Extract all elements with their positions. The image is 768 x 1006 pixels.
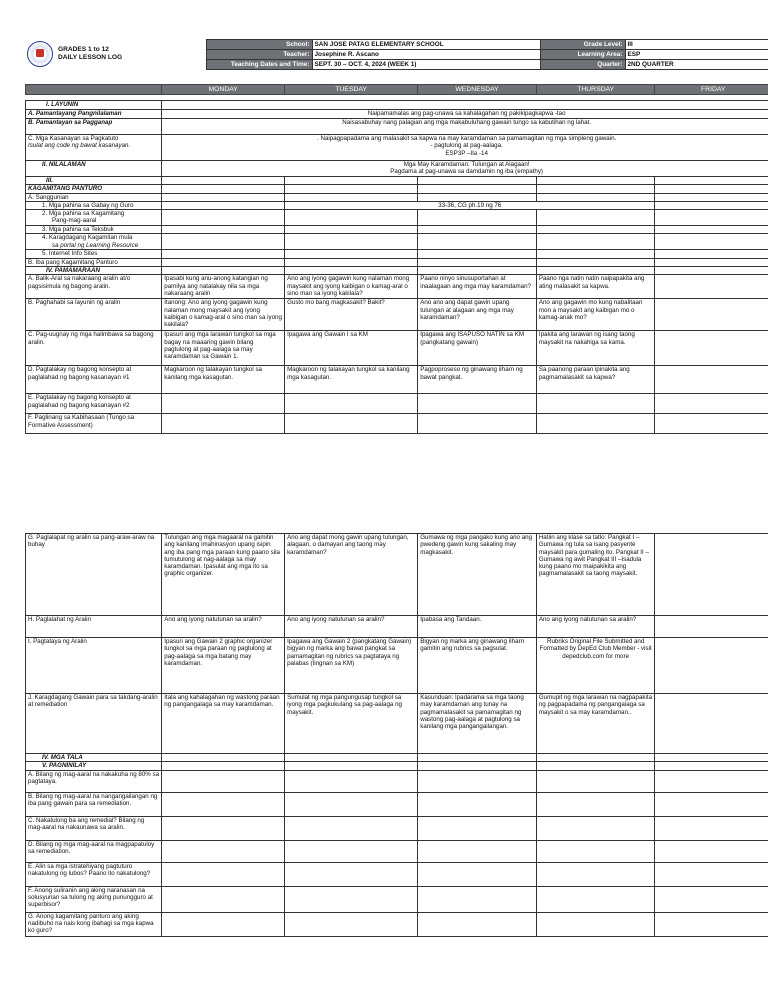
empty-cell	[162, 267, 285, 275]
empty-cell	[418, 185, 537, 193]
gabay-label: 1. Mga pahina sa Gabay ng Guro	[26, 201, 162, 209]
gabay-value: 33-36, CG ph.19 ng 76	[285, 201, 655, 209]
karagdagang-line2: sa portal ng Learning Resource	[52, 241, 139, 249]
empty-cell	[285, 754, 418, 762]
reflection-b-label: B. Bilang ng mag-aaral na nangangailangan ng iba pang gawain para sa remediation.	[26, 792, 162, 816]
empty-cell	[655, 862, 768, 886]
empty-cell	[655, 886, 768, 912]
dates-value: SEPT. 30 – OCT. 4, 2024 (WEEK 1)	[312, 60, 540, 70]
row-d-monday: Magkaroon ng talakayan tungkol sa kanilang mga kasagutan.	[162, 366, 285, 394]
row-h-tuesday: Ano ang iyong natutunan sa aralin?	[285, 616, 418, 638]
empty-cell	[536, 234, 655, 250]
school-label: School:	[206, 40, 312, 50]
empty-cell	[655, 250, 768, 258]
nilalaman-value-line2: Pagdama at pag-unawa sa damdamin ng iba (empathy)	[390, 168, 543, 176]
section-iii-label: III.	[26, 177, 162, 185]
empty-cell	[655, 234, 768, 250]
row-c-label: C. Pag-uugnay ng mga halimbawa sa bagong aralin.	[26, 331, 162, 366]
nilalaman-value	[162, 161, 768, 177]
row-f-tuesday	[285, 414, 418, 434]
day-wednesday: WEDNESDAY	[418, 85, 537, 95]
row-e-label: E. Pagtalakay ng bagong konsepto at paglalahad ng bagong kasanayan #2	[26, 394, 162, 414]
row-f-wednesday	[418, 414, 537, 434]
title-line-1: GRADES 1 to 12	[58, 45, 109, 53]
kasanayan-label-line1: C. Mga Kasanayan sa Pagkatuto	[28, 135, 119, 142]
row-j-wednesday: Kasunduan: Ipadarama sa mga taong may karamdaman ang tunay na pagmamalasakit sa pamamagitan ng wastong pag-aalaga at pagtulong sa kanilang mga pangangailangan.	[418, 694, 537, 754]
row-j-label: J. Karagdagang Gawain para sa takdang-aralin at remediation	[26, 694, 162, 754]
layunin-heading: I. LAYUNIN	[26, 101, 162, 110]
row-b-wednesday: Ano ano ang dapat gawin upang tulungan at alagaan ang mga may karamdaman?	[418, 299, 537, 331]
iba-pang-label: B. Iba pang Kagamitang Panturo	[26, 258, 162, 266]
area-label: Learning Area:	[540, 50, 625, 60]
row-d-label: D. Pagtalakay ng bagong konsepto at paglalahad ng bagong kasanayan #1	[26, 366, 162, 394]
row-h-wednesday: Ipabasa ang Tandaan.	[418, 616, 537, 638]
empty-cell	[536, 185, 655, 193]
row-a-friday	[655, 275, 768, 299]
empty-cell	[536, 754, 655, 762]
day-header-blank	[26, 85, 162, 95]
empty-cell	[536, 267, 655, 275]
sanggunian-label: A. Sanggunian	[26, 193, 162, 201]
empty-cell	[655, 267, 768, 275]
row-g-friday	[655, 534, 768, 616]
row-h-monday: Ano ang iyong natutunan sa aralin?	[162, 616, 285, 638]
empty-cell	[418, 193, 537, 201]
empty-cell	[285, 258, 418, 266]
empty-cell	[418, 912, 537, 936]
row-h-thursday: Ano ang iyong natutunan sa aralin?	[536, 616, 655, 638]
page-title	[58, 46, 122, 62]
row-i-label: I. Pagtataya ng Aralin	[26, 638, 162, 694]
empty-cell	[655, 762, 768, 770]
empty-cell	[655, 792, 768, 816]
empty-cell	[418, 792, 537, 816]
lesson-grid-top	[25, 100, 768, 434]
day-header	[25, 84, 768, 95]
dates-label: Teaching Dates and Time:	[206, 60, 312, 70]
pamamaraan-heading: IV. PAMAMARAAN	[26, 267, 162, 275]
row-e-wednesday	[418, 394, 537, 414]
karagdagang-kagamitan-label	[26, 234, 162, 250]
row-a-label: A. Balik-Aral sa nakaraang aralin at/o pagsisimula ng bagong aralin.	[26, 275, 162, 299]
pagganap-value: Naisasabuhay nang palagian ang mga makabuluhang gawain tungo sa kabutihan ng lahat.	[162, 119, 768, 135]
reflection-g-label: G. Anong kagamitang panturo ang aking nadibuho na nais kong ibahagi sa mga kapwa ko guro?	[26, 912, 162, 936]
empty-cell	[285, 886, 418, 912]
row-j-tuesday: Sumulat ng mga pangungusap tungkol sa iyong mga pagkukulang sa pag-aalaga ng maysakit.	[285, 694, 418, 754]
header-table	[25, 39, 768, 70]
empty-cell	[536, 210, 655, 226]
empty-cell	[655, 840, 768, 862]
lesson-grid-bottom	[25, 533, 768, 937]
kagamitan-label: KAGAMITANG PANTURO	[26, 185, 162, 193]
quarter-label: Quarter:	[540, 60, 625, 70]
empty-cell	[162, 258, 285, 266]
empty-cell	[162, 201, 285, 209]
row-c-monday: Ipasuri ang mga larawan tungkol sa mga bagay na maaaring gawin bilang pagtulong at pag-aalaga sa may karamdaman sa Gawain 1.	[162, 331, 285, 366]
empty-cell	[536, 886, 655, 912]
empty-cell	[162, 210, 285, 226]
layunin-blank	[162, 101, 768, 110]
empty-cell	[418, 177, 537, 185]
empty-cell	[536, 840, 655, 862]
empty-cell	[285, 840, 418, 862]
empty-cell	[418, 886, 537, 912]
row-g-thursday: Hatiin ang klase sa tatlo: Pangkat I –Gumawa ng tula sa isang pasyente maysakit para gumaling ito. Pangkat II –Gumawa ng awit Pangkat III –Isadula kung paano mo maipakikita ang pagmamalasakit sa taong maysakit.	[536, 534, 655, 616]
empty-cell	[536, 770, 655, 792]
empty-cell	[655, 193, 768, 201]
quarter-value: 2ND QUARTER	[625, 60, 768, 70]
empty-cell	[655, 177, 768, 185]
empty-cell	[162, 226, 285, 234]
row-i-friday	[655, 638, 768, 694]
row-g-label: G. Paglalapat ng aralin sa pang-araw-araw na buhay	[26, 534, 162, 616]
empty-cell	[418, 754, 537, 762]
internet-label: 5. Internet Info Sites	[26, 250, 162, 258]
empty-cell	[162, 250, 285, 258]
row-f-thursday	[536, 414, 655, 434]
kasanayan-label-line2: Isulat ang code ng bawat kasanayan.	[28, 142, 131, 150]
row-e-friday	[655, 394, 768, 414]
reflection-c-label: C. Nakatulong ba ang remedial? Bilang ng mag-aaral na nakaunawa sa aralin.	[26, 816, 162, 840]
row-a-thursday: Paano nga natin natin naipapakita ang ating malasakit sa kapwa.	[536, 275, 655, 299]
empty-cell	[536, 250, 655, 258]
empty-cell	[285, 762, 418, 770]
teksbuk-label: 3. Mga pahina sa Teksbuk	[26, 226, 162, 234]
empty-cell	[162, 816, 285, 840]
empty-cell	[536, 258, 655, 266]
empty-cell	[162, 177, 285, 185]
mga-tala-heading: IV. MGA TALA	[26, 754, 162, 762]
day-thursday: THURSDAY	[536, 85, 655, 95]
empty-cell	[655, 770, 768, 792]
row-a-wednesday: Paano ninyo sinusuportahan at inaalagaan ang mga may karamdaman?	[418, 275, 537, 299]
kasanayan-value-line2: - pagtulong at pag-aalaga.	[430, 142, 503, 150]
row-h-label: H. Paglalahat ng Aralin	[26, 616, 162, 638]
empty-cell	[418, 762, 537, 770]
empty-cell	[655, 210, 768, 226]
row-c-thursday: Ipakita ang larawan ng isang taong maysakit na nakahiga sa kama.	[536, 331, 655, 366]
empty-cell	[418, 226, 537, 234]
kagamitang-pang-aaral-label	[26, 210, 162, 226]
row-b-tuesday: Gusto mo bang magkasakit? Bakit?	[285, 299, 418, 331]
header-logo-cell	[25, 40, 206, 70]
empty-cell	[418, 770, 537, 792]
empty-cell	[162, 912, 285, 936]
area-value: ESP	[625, 50, 768, 60]
reflection-a-label: A. Bilang ng mag-aaral na nakakuha ng 80% sa pagtataya.	[26, 770, 162, 792]
reflection-f-label: F. Anong suliranin ang aking naranasan na solusyunan sa tulong ng aking punungguro at superbisor?	[26, 886, 162, 912]
row-i-tuesday: Ipagawa ang Gawain 2 (pangkatang Gawain) bigyan ng marka ang bawat pangkat sa pamamagitan ng rubrics sa pagtataya ng palabas (tingnan sa KM)	[285, 638, 418, 694]
empty-cell	[162, 762, 285, 770]
day-friday: FRIDAY	[655, 85, 768, 95]
empty-cell	[655, 201, 768, 209]
empty-cell	[285, 185, 418, 193]
empty-cell	[536, 792, 655, 816]
grade-label: Grade Level:	[540, 40, 625, 50]
row-f-friday	[655, 414, 768, 434]
kasanayan-code: ESP3P –IIa -14	[445, 149, 488, 157]
empty-cell	[655, 185, 768, 193]
empty-cell	[285, 816, 418, 840]
teacher-value: Josephine R. Ascano	[312, 50, 540, 60]
school-value: SAN JOSE PATAG ELEMENTARY SCHOOL	[312, 40, 540, 50]
row-d-thursday: Sa paanong paraan ipinakita ang pagmamalasakit sa kapwa?	[536, 366, 655, 394]
empty-cell	[536, 177, 655, 185]
row-b-monday: Itanong: Ano ang iyong gagawin kung nalaman mong maysakit ang iyong kaibigan o kamag-aral o sino man sa iyong kakilala?	[162, 299, 285, 331]
row-a-monday: Ipasabi kung anu-anong katangian ng pamilya ang natalakay nila sa mga nakaraang aralin	[162, 275, 285, 299]
row-h-friday	[655, 616, 768, 638]
deped-seal-icon	[27, 41, 53, 67]
row-c-wednesday: Ipagawa ang ISAPUSO NATIN sa KM (pangkatang gawain)	[418, 331, 537, 366]
empty-cell	[418, 234, 537, 250]
row-b-label: B. Paghahabi sa layunin ng aralin	[26, 299, 162, 331]
row-c-friday	[655, 331, 768, 366]
kasanayan-value	[162, 135, 768, 161]
row-g-wednesday: Gumawa ng mga pangako kung ano ang pwedeng gawin kung sakaling may magkasakit.	[418, 534, 537, 616]
kagamitang-pang-aaral-line1: 2. Mga pahina sa Kagamitang	[42, 210, 125, 218]
empty-cell	[655, 816, 768, 840]
empty-cell	[162, 840, 285, 862]
row-j-thursday: Gumupit ng mga larawan na nagpapakita ng pagpapadama ng pangangalaga sa maysakit o sa may karamdaman..	[536, 694, 655, 754]
row-e-monday	[162, 394, 285, 414]
empty-cell	[418, 250, 537, 258]
empty-cell	[285, 193, 418, 201]
empty-cell	[536, 762, 655, 770]
empty-cell	[285, 267, 418, 275]
empty-cell	[285, 792, 418, 816]
kasanayan-value-line1: . Naipagpapadama ang malasakit sa kapwa na may karamdaman sa pamamagitan ng mga simpleng gawain.	[317, 135, 617, 142]
row-f-monday	[162, 414, 285, 434]
empty-cell	[162, 193, 285, 201]
pagganap-label: B. Pamantayan sa Pagganap	[26, 119, 162, 135]
title-line-2: DAILY LESSON LOG	[58, 53, 123, 61]
nilalaman-label: II. NILALAMAN	[26, 161, 162, 177]
nilalaman-value-line1: Mga May Karamdaman: Tulungan at Alagaan!	[403, 161, 530, 168]
row-d-friday	[655, 366, 768, 394]
empty-cell	[536, 912, 655, 936]
kagamitang-pang-aaral-line2: Pang-mag-aaral	[52, 217, 97, 225]
empty-cell	[285, 177, 418, 185]
empty-cell	[536, 862, 655, 886]
empty-cell	[418, 210, 537, 226]
day-tuesday: TUESDAY	[285, 85, 418, 95]
empty-cell	[655, 912, 768, 936]
pagninilay-heading: V. PAGNINILAY	[26, 762, 162, 770]
row-d-tuesday: Magkaroon ng talakayan tungkol sa kanilang mga kasagutan.	[285, 366, 418, 394]
empty-cell	[536, 226, 655, 234]
empty-cell	[285, 862, 418, 886]
empty-cell	[285, 770, 418, 792]
empty-cell	[536, 193, 655, 201]
empty-cell	[285, 234, 418, 250]
empty-cell	[285, 226, 418, 234]
empty-cell	[418, 267, 537, 275]
empty-cell	[162, 185, 285, 193]
row-i-wednesday: Bigyan ng marka ang ginawang iIharn gamitin ang rubrics sa pagsulat.	[418, 638, 537, 694]
empty-cell	[162, 234, 285, 250]
pangnilalaman-value: Naipamamalas ang pag-unawa sa kahalagahan ng pakikipagkapwa -tao	[162, 110, 768, 119]
row-e-thursday	[536, 394, 655, 414]
empty-cell	[418, 258, 537, 266]
empty-cell	[162, 862, 285, 886]
row-f-label: F. Paglinang sa Kabihasaan (Tungo sa Formative Assessment)	[26, 414, 162, 434]
empty-cell	[418, 816, 537, 840]
row-d-wednesday: Pagpoproseso ng ginawang iIharn ng bawat pangkat.	[418, 366, 537, 394]
empty-cell	[162, 886, 285, 912]
row-b-friday	[655, 299, 768, 331]
karagdagang-line1: 4. Karagdagang Kagamitan mula	[42, 234, 133, 242]
reflection-d-label: D. Bilang ng mga mag-aaral na magpapatuloy sa remediation.	[26, 840, 162, 862]
empty-cell	[655, 226, 768, 234]
row-j-monday: Itala ang kahalagahan ng wastong paraan ng pangangalaga sa may karamdaman.	[162, 694, 285, 754]
empty-cell	[162, 792, 285, 816]
row-e-tuesday	[285, 394, 418, 414]
row-g-monday: Tulungan ang mga magaaral na gamitin ang kanilang imahinasyon upang isipin ang iba pang mga paraan kung paano sila tumutulong at nag-aalaga sa may karamdaman. Ipasulat ang mga ito sa graphic organizer.	[162, 534, 285, 616]
empty-cell	[418, 862, 537, 886]
day-monday: MONDAY	[162, 85, 285, 95]
empty-cell	[536, 816, 655, 840]
row-a-tuesday: Ano ang iyong gagawin kung nalaman mong maysakit ang iyong kaibigan o kamag-aral o sino man sa iyong kakilala?	[285, 275, 418, 299]
row-j-friday	[655, 694, 768, 754]
row-i-monday: Ipasuri ang Gawain 2 graphic organizer tungkol sa mga paraan ng pagtulong at pag-aalaga sa mga batang may karamdaman.	[162, 638, 285, 694]
row-g-tuesday: Ano ang dapat mong gawin upang tulungan, alagaan, o damayan ang taong may karamdaman?	[285, 534, 418, 616]
row-i-thursday: Rubriks Original File Submitted and Formatted by DepEd Club Member - visit depedclub.com for more	[536, 638, 655, 694]
empty-cell	[285, 210, 418, 226]
empty-cell	[162, 770, 285, 792]
row-b-thursday: Ano ang gagawin mo kung nabalitaan mon a maysakit ang kaibigan mo o kamag-anak mo?	[536, 299, 655, 331]
kasanayan-label	[26, 135, 162, 161]
empty-cell	[162, 754, 285, 762]
empty-cell	[285, 250, 418, 258]
teacher-label: Teacher:	[206, 50, 312, 60]
row-c-tuesday: Ipagawa ang Gawain I sa KM	[285, 331, 418, 366]
grade-value: III	[625, 40, 768, 50]
empty-cell	[285, 912, 418, 936]
empty-cell	[655, 258, 768, 266]
empty-cell	[418, 840, 537, 862]
reflection-e-label: E. Alin sa mga istratehiyang pagtuturo nakatulong ng lubos? Paano ito nakatulong?	[26, 862, 162, 886]
empty-cell	[655, 754, 768, 762]
pangnilalaman-label: A. Pamantayang Pangnilalaman	[26, 110, 162, 119]
